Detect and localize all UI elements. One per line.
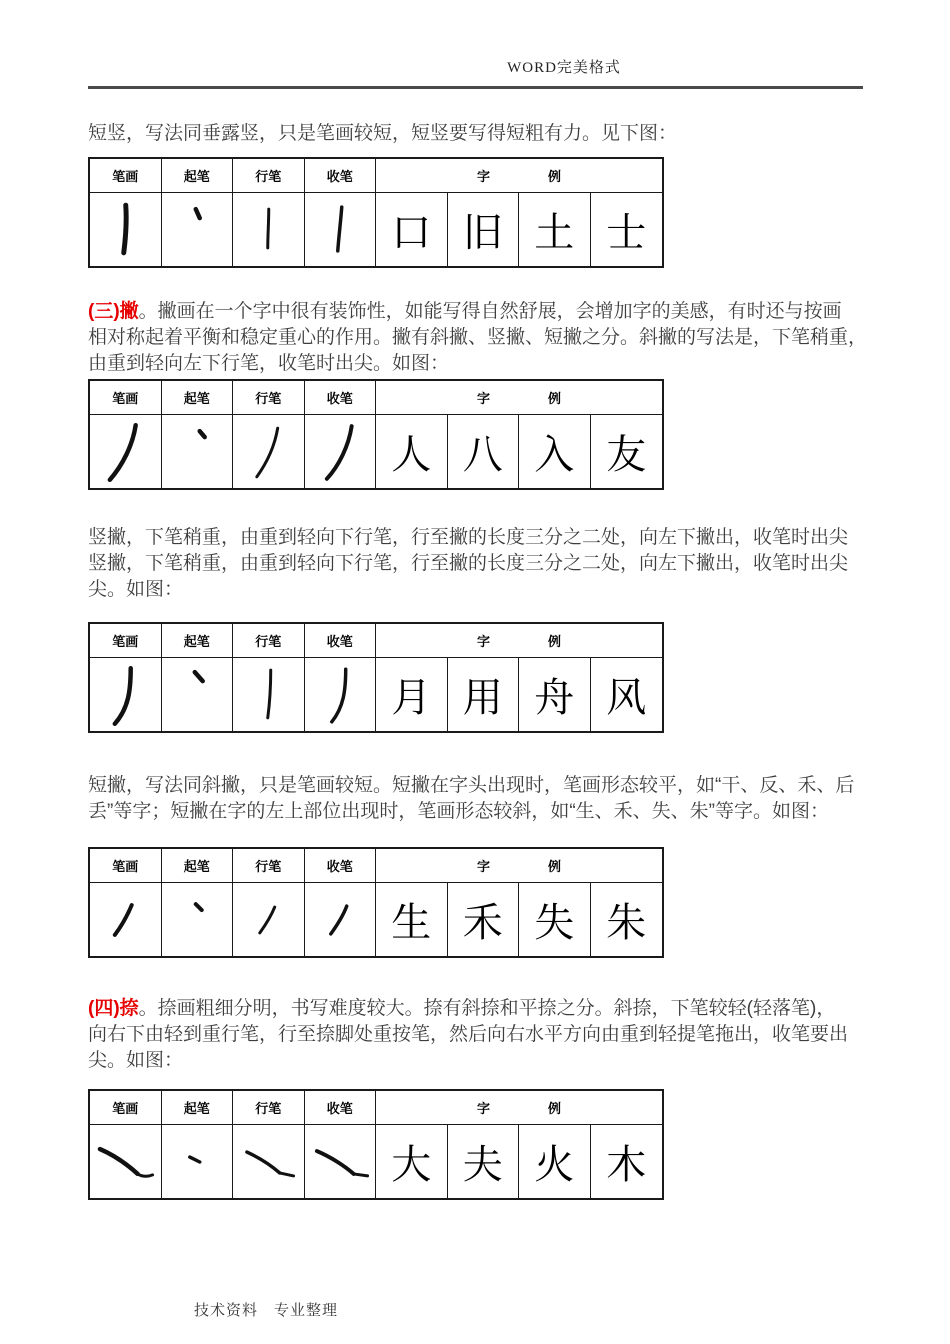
short-vertical-travel-icon: [233, 193, 304, 266]
paragraph-line: 相对称起着平衡和稳定重心的作用。撇有斜撇、竖撇、短撇之分。斜撇的写法是，下笔稍重，: [88, 327, 868, 348]
merged-header-zi: 字: [476, 634, 490, 649]
example-char: 旧: [448, 193, 520, 266]
slant-pie-finish-icon: [305, 415, 376, 488]
section-vertical-pie: [88, 525, 950, 733]
paragraph: [88, 299, 918, 377]
merged-header-zi: 字: [476, 1101, 490, 1116]
stroke-sample-cell: [90, 658, 162, 731]
stroke-table: [88, 157, 664, 268]
short-vertical-start-icon: [162, 193, 233, 266]
header-rule: [88, 86, 863, 89]
stroke-table: [88, 622, 664, 733]
merged-header-zi: 字: [476, 391, 490, 406]
na-finish-icon: [305, 1125, 376, 1198]
section-na: [88, 996, 950, 1200]
finish-stroke-cell: [305, 193, 377, 266]
paragraph-line: 尖。如图：: [88, 579, 184, 600]
example-char: 人: [376, 415, 448, 488]
travel-stroke-cell: [233, 658, 305, 731]
merged-header-li: 例: [548, 391, 562, 406]
example-char: 用: [448, 658, 520, 731]
page-header-title: WORD完美格式: [507, 60, 621, 76]
travel-stroke-cell: [233, 1125, 305, 1198]
merged-header-li: 例: [548, 1101, 562, 1116]
col-header-bihua: 笔画: [90, 159, 162, 193]
paragraph-line: 丢”等字；短撇在字的左上部位出现时，笔画形态较斜，如“生、禾、失、朱”等字。如图：: [88, 801, 829, 822]
example-char: 火: [519, 1125, 591, 1198]
finish-stroke-cell: [305, 1125, 377, 1198]
example-char: 月: [376, 658, 448, 731]
section-short-pie: [88, 773, 950, 958]
stroke-sample-cell: [90, 883, 162, 956]
short-pie-finish-icon: [305, 883, 376, 956]
paragraph: [88, 525, 918, 603]
paragraph-line: 短竖，写法同垂露竖，只是笔画较短，短竖要写得短粗有力。见下图：: [88, 123, 678, 144]
slant-pie-travel-icon: [233, 415, 304, 488]
stroke-table: [88, 847, 664, 958]
col-header-shoubi: 收笔: [305, 159, 377, 193]
col-header-shoubi: 收笔: [305, 624, 377, 658]
example-char: 木: [606, 1142, 647, 1188]
paragraph-line: 由重到轻向左下行笔，收笔时出尖。如图：: [88, 353, 450, 374]
merged-header-li: 例: [548, 859, 562, 874]
start-stroke-cell: [162, 1125, 234, 1198]
start-stroke-cell: [162, 193, 234, 266]
col-header-xingbi: 行笔: [233, 1091, 305, 1125]
travel-stroke-cell: [233, 415, 305, 488]
merged-header-li: 例: [548, 169, 562, 184]
vertical-pie-start-icon: [162, 658, 233, 731]
example-char: 失: [519, 883, 591, 956]
start-stroke-cell: [162, 415, 234, 488]
stroke-sample-cell: [90, 1125, 162, 1198]
paragraph-line: 。撇画在一个字中很有装饰性，如能写得自然舒展，会增加字的美感，有时还与按画: [138, 301, 842, 322]
paragraph-line: 竖撇，下笔稍重，由重到轻向下行笔，行至撇的长度三分之二处，向左下撇出，收笔时出尖: [88, 527, 849, 548]
travel-stroke-cell: [233, 193, 305, 266]
example-char: 夫: [448, 1125, 520, 1198]
col-header-shoubi: 收笔: [305, 381, 377, 415]
short-vertical-stroke-sample-icon: [90, 193, 161, 266]
slant-pie-stroke-sample-icon: [90, 415, 161, 488]
col-header-qibi: 起笔: [162, 1091, 234, 1125]
finish-stroke-cell: [305, 415, 377, 488]
col-header-shoubi: 收笔: [305, 849, 377, 883]
section-pie: [88, 299, 950, 490]
paragraph: [88, 773, 918, 825]
section-short-vertical: [88, 121, 950, 268]
example-char: 八: [448, 415, 520, 488]
stroke-table: [88, 1089, 664, 1200]
vertical-pie-stroke-sample-icon: [90, 658, 161, 731]
start-stroke-cell: [162, 658, 234, 731]
example-char: 士: [606, 210, 647, 256]
col-header-examples: [376, 624, 662, 658]
merged-header-zi: 字: [476, 169, 490, 184]
col-header-examples: [376, 1091, 662, 1125]
stroke-sample-cell: [90, 415, 162, 488]
vertical-pie-finish-icon: [305, 658, 376, 731]
col-header-bihua: 笔画: [90, 849, 162, 883]
section-heading-red: (四)捺: [88, 998, 139, 1019]
na-travel-icon: [233, 1125, 304, 1198]
col-header-xingbi: 行笔: [233, 159, 305, 193]
example-char: 土: [519, 193, 591, 266]
paragraph-line: 短撇，写法同斜撇，只是笔画较短。短撇在字头出现时，笔画形态较平，如“干、反、禾、后: [88, 775, 855, 796]
slant-pie-start-icon: [162, 415, 233, 488]
col-header-examples: [376, 159, 662, 193]
stroke-table: [88, 379, 664, 490]
travel-stroke-cell: [233, 883, 305, 956]
paragraph-line: 竖撇，下笔稍重，由重到轻向下行笔，行至撇的长度三分之二处，向左下撇出，收笔时出尖: [88, 553, 849, 574]
col-header-bihua: 笔画: [90, 381, 162, 415]
col-header-qibi: 起笔: [162, 159, 234, 193]
example-char: 朱: [606, 900, 647, 946]
na-stroke-sample-icon: [90, 1125, 161, 1198]
merged-header-li: 例: [548, 634, 562, 649]
col-header-shoubi: 收笔: [305, 1091, 377, 1125]
start-stroke-cell: [162, 883, 234, 956]
example-char: 友: [606, 432, 647, 478]
paragraph: [88, 996, 918, 1074]
short-pie-stroke-sample-icon: [90, 883, 161, 956]
col-header-qibi: 起笔: [162, 849, 234, 883]
short-pie-travel-icon: [233, 883, 304, 956]
paragraph: [88, 121, 918, 147]
col-header-qibi: 起笔: [162, 624, 234, 658]
short-vertical-finish-icon: [305, 193, 376, 266]
section-heading-red: (三)撇: [88, 301, 139, 322]
col-header-examples: [376, 381, 662, 415]
vertical-pie-travel-icon: [233, 658, 304, 731]
col-header-xingbi: 行笔: [233, 624, 305, 658]
col-header-xingbi: 行笔: [233, 849, 305, 883]
paragraph-line: 向右下由轻到重行笔，行至捺脚处重按笔，然后向右水平方向由重到轻提笔拖出，收笔要出: [88, 1024, 849, 1045]
finish-stroke-cell: [305, 658, 377, 731]
example-char: 大: [376, 1125, 448, 1198]
finish-stroke-cell: [305, 883, 377, 956]
col-header-examples: [376, 849, 662, 883]
col-header-xingbi: 行笔: [233, 381, 305, 415]
example-char: 口: [376, 193, 448, 266]
example-char: 生: [376, 883, 448, 956]
merged-header-zi: 字: [476, 859, 490, 874]
example-char: 舟: [519, 658, 591, 731]
col-header-bihua: 笔画: [90, 1091, 162, 1125]
example-char: 入: [519, 415, 591, 488]
paragraph-line: 。捺画粗细分明，书写难度较大。捺有斜捺和平捺之分。斜捺，下笔较轻(轻落笔)，: [138, 998, 836, 1019]
page-footer: 技术资料 专业整理: [194, 1303, 339, 1319]
example-char: 风: [606, 675, 647, 721]
col-header-qibi: 起笔: [162, 381, 234, 415]
example-char: 禾: [448, 883, 520, 956]
col-header-bihua: 笔画: [90, 624, 162, 658]
paragraph-line: 尖。如图：: [88, 1050, 184, 1071]
na-start-icon: [162, 1125, 233, 1198]
short-pie-start-icon: [162, 883, 233, 956]
stroke-sample-cell: [90, 193, 162, 266]
